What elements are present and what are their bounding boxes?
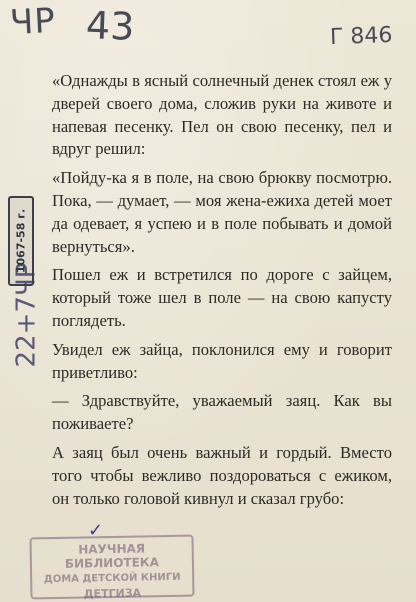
paragraph: — Здравствуйте, уважаемый заяц. Как вы поживаете? (52, 391, 392, 434)
paragraph: «Однажды в ясный солнечный денек стоял еж у дверей своего дома, сложив руки на животе и напевая песенку. Пел он свою песенку, пел и вдруг решил: (52, 71, 392, 159)
handwritten-number: 43 (85, 3, 136, 49)
library-stamp-line: НАУЧНАЯ БИБЛИОТЕКА (64, 541, 160, 571)
side-stamp (8, 196, 34, 286)
paragraph: «Пойду-ка я в поле, на свою брюкву посмотрю. Пока, — думает, — моя жена-ежиха детей моет да одевает, я успею и в поле побывать и домой вернуться». (52, 168, 392, 256)
library-stamp (29, 535, 194, 600)
handwritten-side-note: 22+7ЧР (11, 262, 42, 368)
check-mark-icon: ✓ (88, 520, 104, 541)
handwritten-shelf-mark: ЧР (8, 0, 57, 44)
paragraph: А заяц был очень важный и гордый. Вместо того чтобы вежливо поздороваться с ежиком, он только головой кивнул и сказал грубо: (52, 442, 392, 508)
paragraph: Увидел еж зайца, поклонился ему и говорит приветливо: (52, 339, 392, 382)
handwritten-catalog-code: Г 846 (329, 22, 393, 51)
library-stamp-line: ДЕТГИЗА (83, 586, 142, 601)
library-stamp-line: ДОМА ДЕТСКОЙ КНИГИ (43, 571, 181, 586)
side-stamp-text: 1067-58 г. (14, 208, 28, 274)
story-text (52, 70, 392, 516)
paragraph: Пошел еж и встретился по дороге с зайцем, который тоже шел в поле — на свою капусту поглядеть. (52, 265, 392, 330)
